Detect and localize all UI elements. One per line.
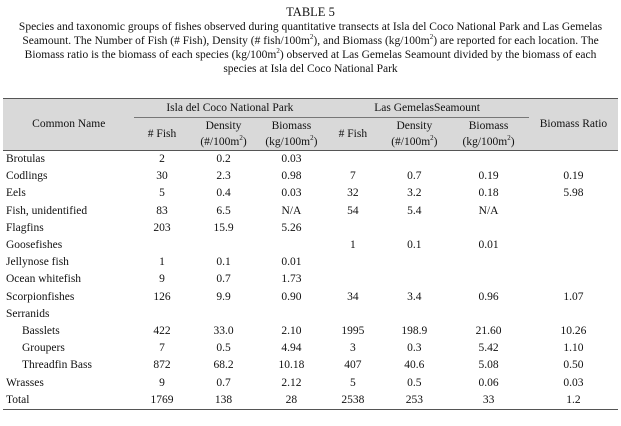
coco-density-cell: 33.0 [213, 324, 234, 337]
coco-density-cell: 0.7 [216, 376, 231, 389]
gemelas-fish-count-cell [325, 151, 380, 169]
coco-biomass-cell: 0.98 [281, 170, 302, 183]
coco-biomass-cell: 0.03 [281, 187, 302, 200]
coco-density-cell: 2.3 [216, 170, 231, 183]
gemelas-biomass-cell: 5.08 [478, 359, 499, 372]
coco-biomass-cell: 0.01 [281, 256, 302, 269]
gemelas-biomass-cell: 0.96 [478, 290, 499, 303]
coco-biomass-cell: 10.18 [278, 359, 305, 372]
gemelas-biomass-cell [448, 271, 529, 288]
gemelas-biomass-cell [448, 306, 529, 323]
gemelas-density-cell [380, 306, 448, 323]
gemelas-biomass-cell [448, 220, 529, 237]
coco-density-cell: 138 [190, 392, 258, 410]
density-header: Density $(\#/100m^2)$ [190, 118, 258, 151]
common-name-cell: Threadfin Bass [22, 359, 92, 372]
common-name-cell: Basslets [22, 324, 60, 337]
coco-fish-count-cell: 9 [159, 376, 165, 389]
common-name-cell: Brotulas [6, 153, 45, 166]
coco-biomass-cell: 0.03 [281, 153, 302, 166]
coco-density-cell: 9.9 [216, 290, 231, 303]
gemelas-biomass-cell: 33 [448, 392, 529, 410]
common-name-cell: Serranids [6, 307, 50, 320]
gemelas-biomass-cell [448, 151, 529, 169]
coco-fish-count-cell: 9 [159, 273, 165, 286]
coco-density-cell: 0.5 [216, 342, 231, 355]
coco-fish-count-cell [134, 306, 189, 323]
total-row [3, 392, 618, 410]
table-title: TABLE 5 [286, 5, 335, 19]
common-name-cell: Total [3, 392, 134, 410]
biomass-ratio-cell: 0.19 [563, 170, 584, 183]
gemelas-density-cell: 0.3 [407, 342, 422, 355]
gemelas-fish-count-cell: 34 [347, 290, 359, 303]
gemelas-fish-count-cell: 407 [344, 359, 362, 372]
coco-density-cell: 15.9 [213, 221, 234, 234]
fish-data-table [3, 98, 618, 410]
coco-fish-count-cell: 126 [153, 290, 171, 303]
coco-fish-count-cell: 2 [159, 153, 165, 166]
gemelas-biomass-cell: 0.01 [478, 239, 499, 252]
density-header: Density $(\#/100m^2)$ [380, 118, 448, 151]
table-row [3, 357, 618, 374]
table-row [3, 203, 618, 220]
table-row [3, 168, 618, 185]
gemelas-biomass-cell: N/A [478, 204, 499, 217]
coco-biomass-cell: N/A [281, 204, 302, 217]
coco-biomass-cell [257, 237, 325, 254]
coco-density-cell: 68.2 [213, 359, 234, 372]
common-name-header: Common Name [3, 99, 134, 151]
gemelas-fish-count-cell: 5 [350, 376, 356, 389]
fish-count-header: # Fish [325, 118, 380, 151]
biomass-ratio-cell [529, 203, 618, 220]
biomass-ratio-cell [529, 220, 618, 237]
biomass-ratio-cell [529, 237, 618, 254]
coco-density-cell: 0.4 [216, 187, 231, 200]
biomass-header: Biomass $(kg/100m^2)$ [257, 118, 325, 151]
coco-biomass-cell: 4.94 [281, 342, 302, 355]
coco-biomass-cell [257, 306, 325, 323]
coco-density-cell: 0.2 [216, 153, 231, 166]
coco-biomass-cell: 28 [257, 392, 325, 410]
gemelas-fish-count-cell [325, 306, 380, 323]
biomass-ratio-cell: 1.10 [563, 342, 584, 355]
table-caption: Species and taxonomic groups of fishes observed during quantitative transects at Isla del Coco National Park and Las Gemelas Seamount. The Number of Fish (# Fish), Density (# fish/$100m^2$), and Biomass $(kg/100m^2)$ are reported for each location. The Biomass ratio is the biomass of each species $(kg/100m^2)$ observed at Las Gemelas Seamount divided by the biomass of each species at Isla del Coco National Park [18, 21, 603, 75]
common-name-cell: Fish, unidentified [6, 204, 88, 217]
gemelas-fish-count-cell [325, 271, 380, 288]
table-row [3, 323, 618, 340]
table-row [3, 289, 618, 306]
gemelas-density-cell: 5.4 [407, 204, 422, 217]
gemelas-density-cell: 3.2 [407, 187, 422, 200]
biomass-ratio-cell: 5.98 [563, 187, 584, 200]
table-row [3, 374, 618, 391]
biomass-ratio-cell: 10.26 [560, 324, 587, 337]
table-row [3, 340, 618, 357]
header-group-row [3, 99, 618, 118]
biomass-ratio-cell: 1.2 [529, 392, 618, 410]
coco-biomass-cell: 2.12 [281, 376, 302, 389]
biomass-ratio-cell: 1.07 [563, 290, 584, 303]
coco-biomass-cell: 1.73 [281, 273, 302, 286]
gemelas-biomass-cell: 0.19 [478, 170, 499, 183]
gemelas-density-cell: 0.7 [407, 170, 422, 183]
coco-biomass-cell: 2.10 [281, 324, 302, 337]
table-row [3, 151, 618, 169]
gemelas-fish-count-cell: 54 [347, 204, 359, 217]
biomass-ratio-cell: 0.03 [563, 376, 584, 389]
gemelas-density-cell: 0.5 [407, 376, 422, 389]
table-row [3, 306, 618, 323]
gemelas-density-cell: 3.4 [407, 290, 422, 303]
gemelas-fish-count-cell: 3 [350, 342, 356, 355]
gemelas-density-cell: 253 [380, 392, 448, 410]
isla-del-coco-group-header: Isla del Coco National Park [134, 99, 325, 118]
coco-fish-count-cell: 422 [153, 324, 171, 337]
coco-biomass-cell: 0.90 [281, 290, 302, 303]
gemelas-fish-count-cell [325, 220, 380, 237]
coco-density-cell: 0.7 [216, 273, 231, 286]
common-name-cell: Flagfins [6, 221, 44, 234]
coco-fish-count-cell: 5 [159, 187, 165, 200]
gemelas-fish-count-cell: 1995 [341, 324, 365, 337]
gemelas-density-cell [380, 220, 448, 237]
gemelas-biomass-cell [448, 254, 529, 271]
gemelas-density-cell: 0.1 [407, 239, 422, 252]
gemelas-density-cell [380, 271, 448, 288]
table-row [3, 237, 618, 254]
coco-fish-count-cell: 1 [159, 256, 165, 269]
common-name-cell: Goosefishes [6, 239, 63, 252]
gemelas-biomass-cell: 5.42 [478, 342, 499, 355]
gemelas-fish-count-cell: 7 [350, 170, 356, 183]
table-row [3, 271, 618, 288]
common-name-cell: Codlings [6, 170, 48, 183]
gemelas-fish-count-cell [325, 254, 380, 271]
gemelas-density-cell [380, 151, 448, 169]
coco-biomass-cell: 5.26 [281, 221, 302, 234]
table-row [3, 185, 618, 202]
gemelas-biomass-cell: 0.18 [478, 187, 499, 200]
common-name-cell: Groupers [22, 342, 65, 355]
table-body [3, 151, 618, 410]
biomass-ratio-cell: 0.50 [563, 359, 584, 372]
coco-fish-count-cell: 30 [156, 170, 168, 183]
coco-fish-count-cell: 872 [153, 359, 171, 372]
biomass-ratio-header: Biomass Ratio [529, 99, 618, 151]
common-name-cell: Wrasses [6, 376, 44, 389]
coco-fish-count-cell: 203 [153, 221, 171, 234]
biomass-ratio-cell [529, 271, 618, 288]
common-name-cell: Jellynose fish [6, 256, 69, 269]
coco-density-cell: 0.1 [216, 256, 231, 269]
gemelas-density-cell: 40.6 [404, 359, 425, 372]
coco-fish-count-cell: 1769 [134, 392, 189, 410]
gemelas-biomass-cell: 21.60 [475, 324, 502, 337]
gemelas-density-cell [380, 254, 448, 271]
coco-density-cell [190, 306, 258, 323]
common-name-cell: Ocean whitefish [6, 273, 82, 286]
gemelas-fish-count-cell: 32 [347, 187, 359, 200]
common-name-cell: Scorpionfishes [6, 290, 75, 303]
fish-count-header: # Fish [134, 118, 189, 151]
biomass-ratio-cell [529, 254, 618, 271]
gemelas-fish-count-cell: 1 [350, 239, 356, 252]
coco-fish-count-cell: 83 [156, 204, 168, 217]
common-name-cell: Eels [6, 187, 26, 200]
coco-fish-count-cell: 7 [159, 342, 165, 355]
biomass-ratio-cell [529, 151, 618, 169]
gemelas-fish-count-cell: 2538 [325, 392, 380, 410]
table-row [3, 220, 618, 237]
biomass-header: Biomass $(kg/100m^2)$ [448, 118, 529, 151]
biomass-ratio-cell [529, 306, 618, 323]
las-gemelas-group-header: Las GemelasSeamount [325, 99, 529, 118]
coco-density-cell: 6.5 [216, 204, 231, 217]
coco-density-cell [190, 237, 258, 254]
coco-fish-count-cell [134, 237, 189, 254]
gemelas-density-cell: 198.9 [401, 324, 428, 337]
gemelas-biomass-cell: 0.06 [478, 376, 499, 389]
table-row [3, 254, 618, 271]
